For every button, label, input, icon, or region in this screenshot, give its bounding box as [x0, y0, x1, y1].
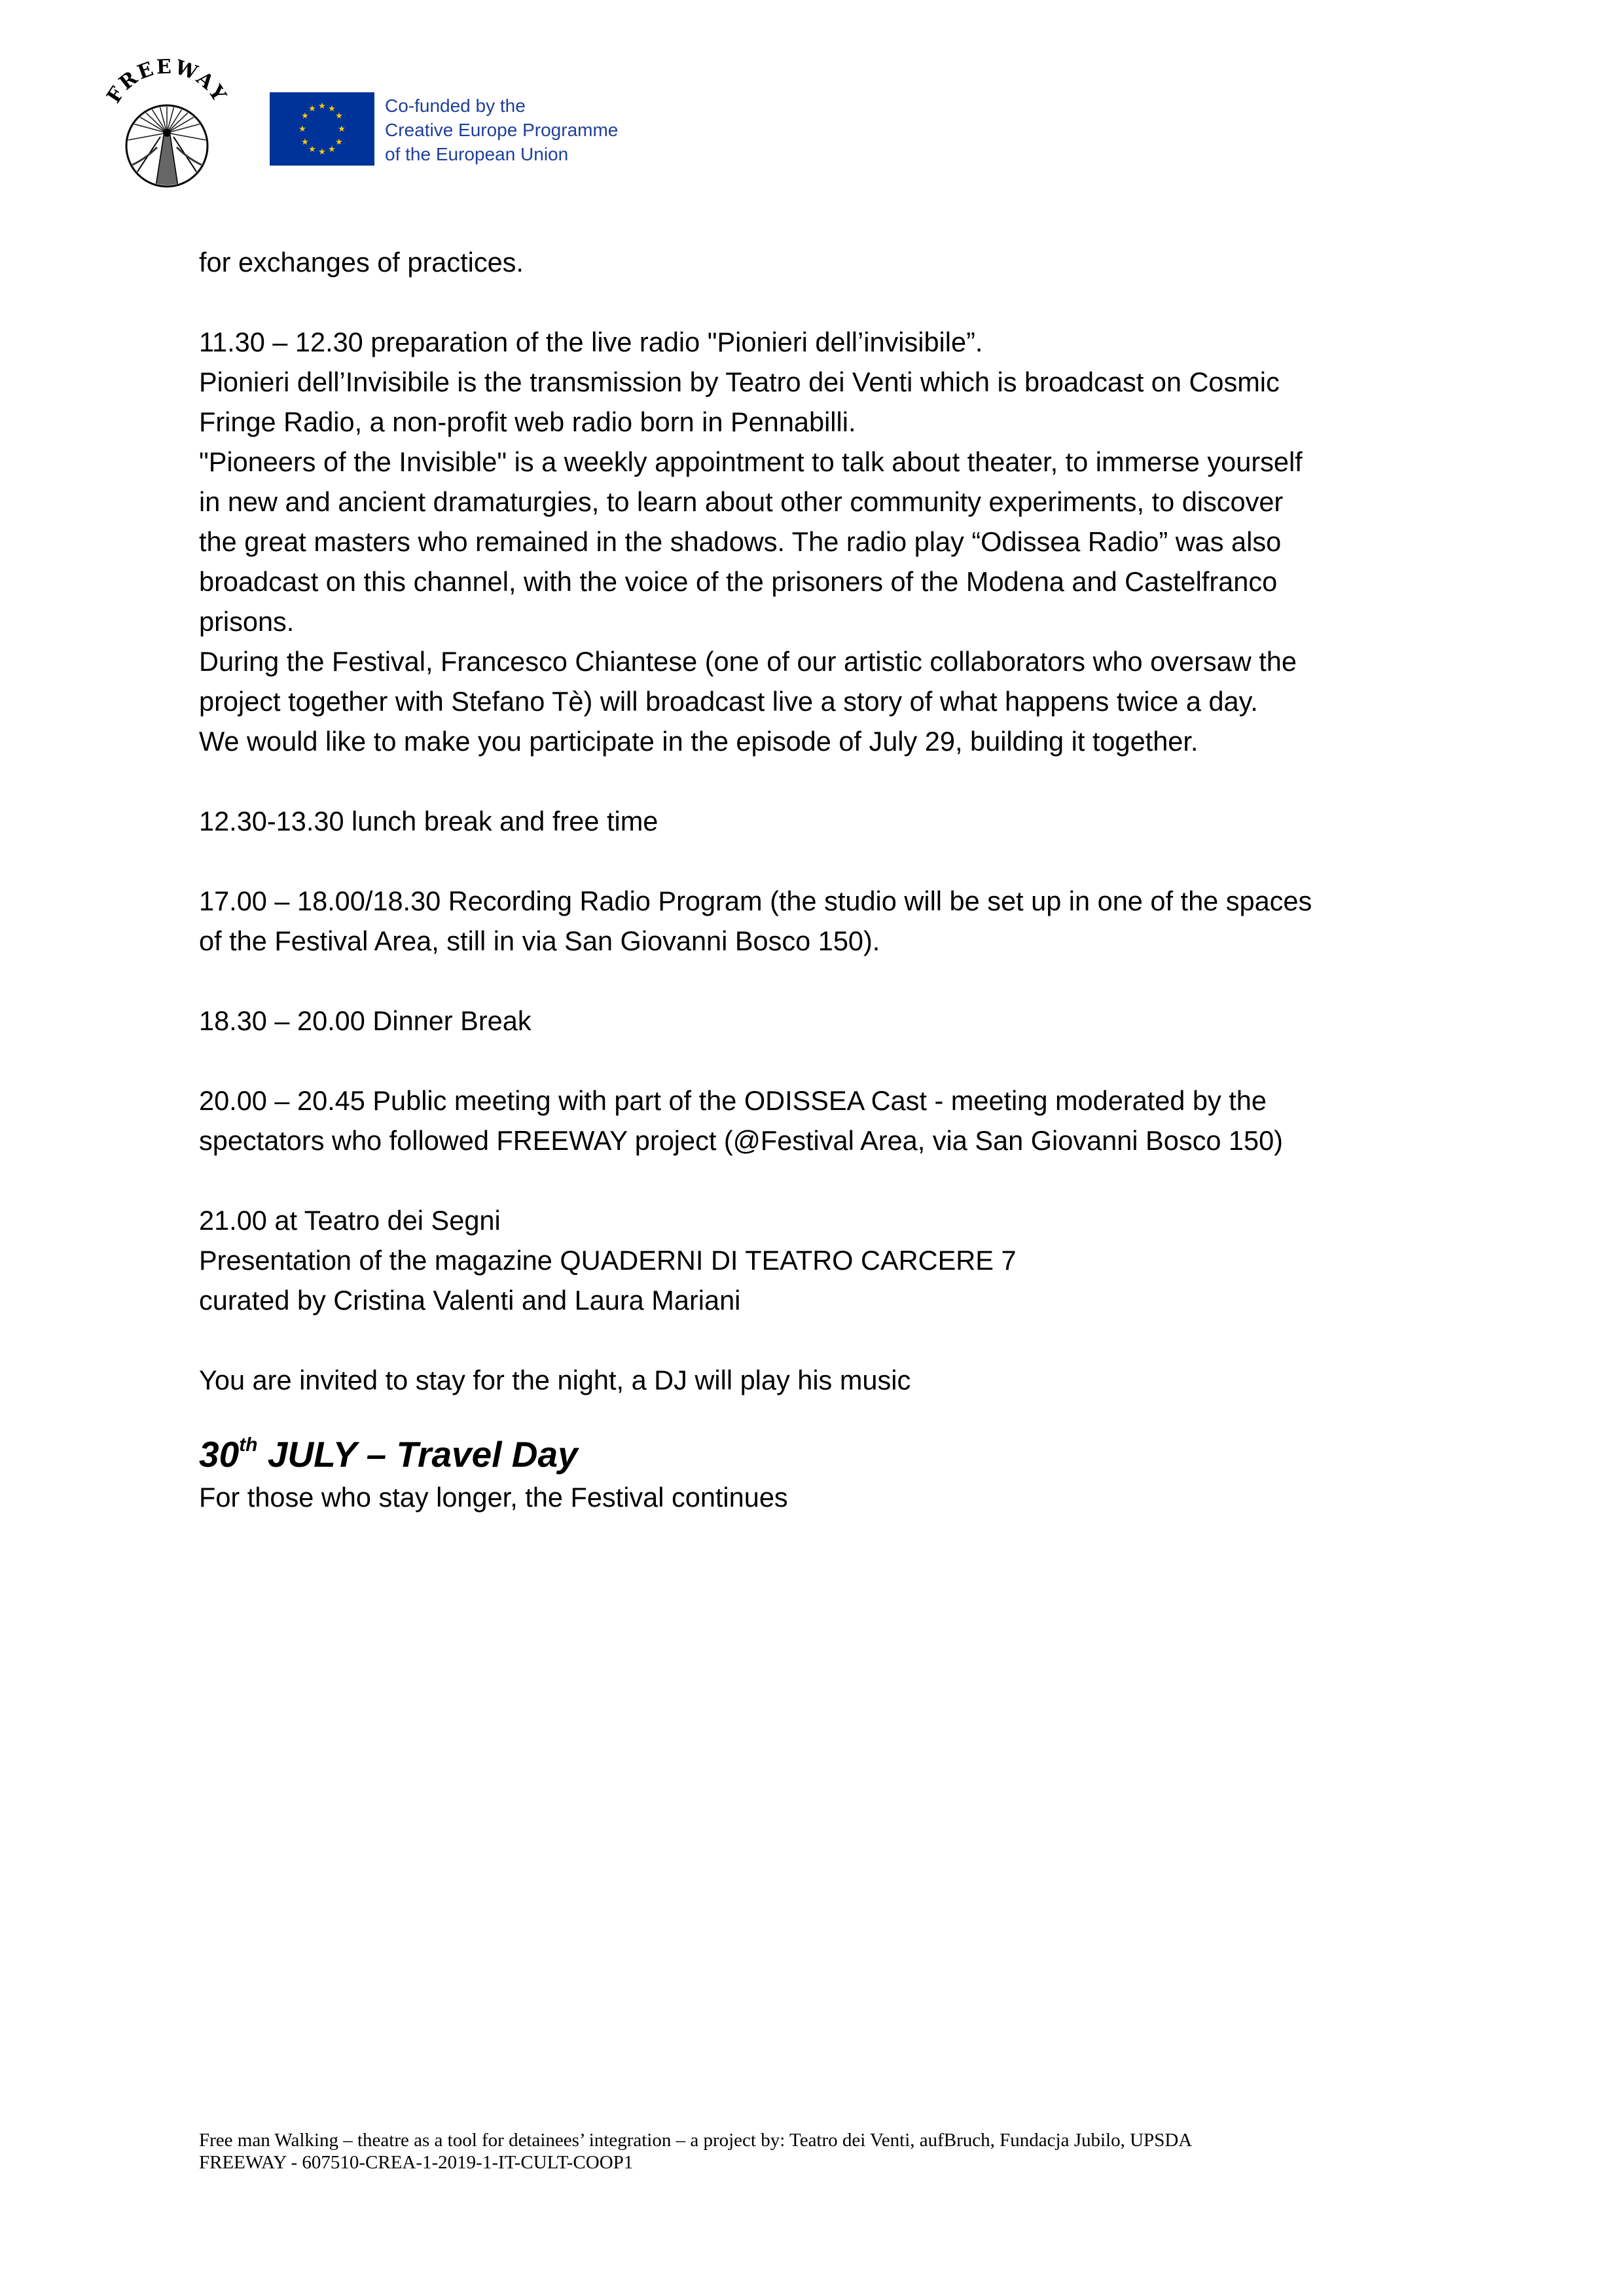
svg-text:★: ★	[335, 111, 343, 121]
eu-cofunding-text	[385, 94, 618, 166]
public-meeting-line: 20.00 – 20.45 Public meeting with part of the ODISSEA Cast - meeting moderated by the	[199, 1085, 1267, 1116]
heading-text: JULY – Travel Day	[257, 1434, 578, 1475]
eu-flag-icon	[270, 92, 374, 166]
radio-description-line: Fringe Radio, a non-profit web radio born in Pennabilli.	[199, 406, 856, 437]
recording-line: 17.00 – 18.00/18.30 Recording Radio Program (the studio will be set up in one of the spaces	[199, 886, 1312, 916]
svg-text:★: ★	[318, 147, 326, 157]
page-footer	[199, 2129, 1192, 2174]
eu-line-3: of the European Union	[385, 144, 569, 164]
svg-text:★: ★	[338, 124, 346, 134]
heading-number: 30	[199, 1434, 240, 1475]
eu-line-2: Creative Europe Programme	[385, 120, 619, 140]
paragraph-exchanges: for exchanges of practices.	[199, 247, 524, 278]
radio-description-line: broadcast on this channel, with the voice of the prisoners of the Modena and Castelfranco	[199, 566, 1278, 597]
document-body	[199, 242, 1482, 1517]
magazine-presentation-line: Presentation of the magazine QUADERNI DI TEATRO CARCERE 7	[199, 1245, 1017, 1276]
public-meeting-line: spectators who followed FREEWAY project (@Festival Area, via San Giovanni Bosco 150)	[199, 1125, 1283, 1156]
radio-description-line: During the Festival, Francesco Chiantese (one of our artistic collaborators who oversaw the	[199, 646, 1297, 677]
radio-description-line: "Pioneers of the Invisible" is a weekly appointment to talk about theater, to immerse yourself	[199, 446, 1303, 477]
radio-description-line: the great masters who remained in the shadows. The radio play “Odissea Radio” was also	[199, 526, 1282, 557]
footer-line-1: Free man Walking – theatre as a tool for detainees’ integration – a project by: Teatro dei Venti, aufBruch, Fundacja Jubilo, UPSDA	[199, 2130, 1193, 2151]
svg-text:★: ★	[335, 137, 343, 147]
radio-description-line: in new and ancient dramaturgies, to learn about other community experiments, to discover	[199, 486, 1284, 517]
svg-text:FREEWAY	[102, 56, 231, 107]
section-heading-30-july	[199, 1431, 1482, 1477]
svg-text:★: ★	[318, 101, 326, 111]
recording-line: of the Festival Area, still in via San Giovanni Bosco 150).	[199, 925, 880, 956]
night-invitation-line: You are invited to stay for the night, a DJ will play his music	[199, 1365, 911, 1395]
freeway-logo	[98, 56, 236, 193]
svg-text:★: ★	[308, 145, 316, 154]
radio-description-line: We would like to make you participate in the episode of July 29, building it together.	[199, 726, 1199, 757]
radio-description-line: project together with Stefano Tè) will broadcast live a story of what happens twice a day.	[199, 686, 1258, 717]
dinner-break-line: 18.30 – 20.00 Dinner Break	[199, 1005, 532, 1036]
radio-description-line: Pionieri dell’Invisibile is the transmission by Teatro dei Venti which is broadcast on Cosmic	[199, 367, 1280, 397]
radio-description-line: prisons.	[199, 606, 295, 637]
svg-text:★: ★	[328, 145, 336, 154]
lunch-break-line: 12.30-13.30 lunch break and free time	[199, 806, 659, 836]
festival-continues-line: For those who stay longer, the Festival continues	[199, 1482, 788, 1513]
teatro-segni-line: 21.00 at Teatro dei Segni	[199, 1205, 501, 1236]
eu-line-1: Co-funded by the	[385, 96, 526, 116]
svg-text:★: ★	[308, 104, 316, 114]
curators-line: curated by Cristina Valenti and Laura Mariani	[199, 1285, 741, 1316]
svg-text:★: ★	[301, 137, 309, 147]
svg-text:★: ★	[301, 111, 309, 121]
svg-text:★: ★	[328, 104, 336, 114]
svg-text:★: ★	[298, 124, 306, 134]
radio-preparation-line: 11.30 – 12.30 preparation of the live radio "Pionieri dell’invisibile”.	[199, 327, 983, 357]
logo-text: FREEWAY	[102, 56, 232, 107]
heading-ordinal: th	[239, 1434, 258, 1456]
footer-line-2: FREEWAY - 607510-CREA-1-2019-1-IT-CULT-COOP1	[199, 2152, 634, 2173]
